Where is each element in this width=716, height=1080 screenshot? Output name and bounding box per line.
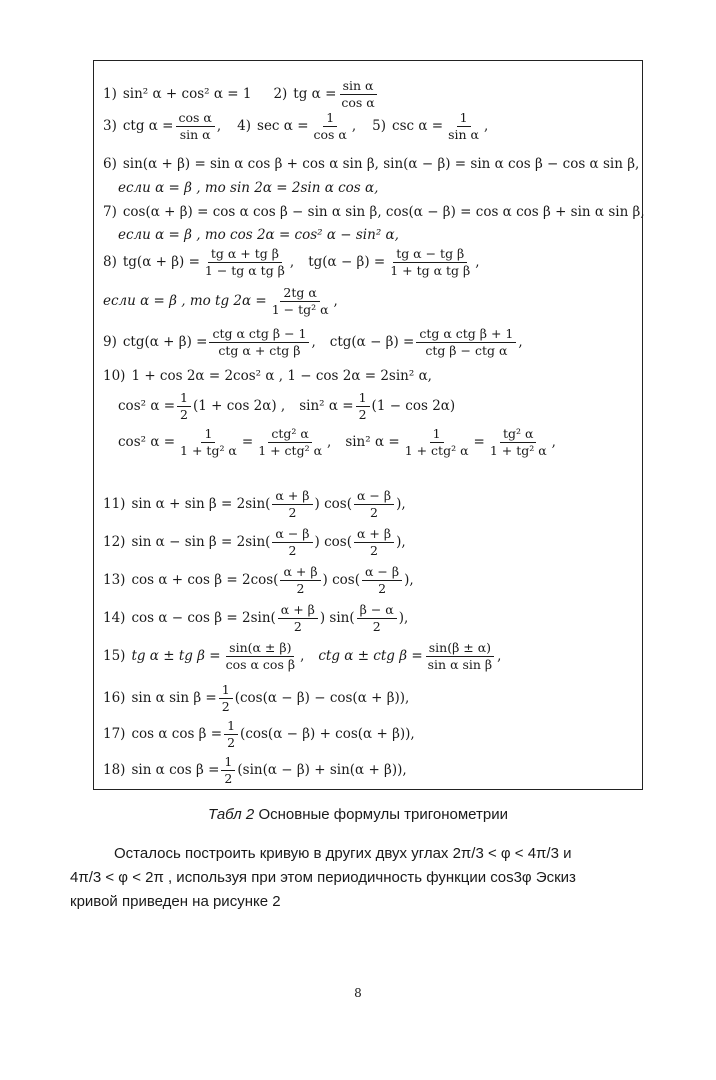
formula-number: 13) [103, 571, 126, 588]
formula-text: (cos(α − β) + cos(α + β)), [240, 725, 415, 742]
fraction [280, 566, 320, 595]
formula-text: , [351, 117, 357, 134]
formula-number: 11) [103, 495, 126, 512]
fraction [487, 428, 550, 457]
formula-number: 18) [103, 761, 126, 778]
formula-text: (cos(α − β) − cos(α + β)), [234, 689, 410, 706]
denominator: 1 + tg² α [180, 442, 237, 458]
formula-text: sec α = [257, 117, 309, 134]
formula-text: (1 + cos 2α) , [193, 397, 286, 414]
formula-number: 6) [103, 156, 117, 172]
formula-number: 7) [103, 204, 117, 220]
formula-text: ctg(α − β) = [329, 333, 415, 350]
numerator: 1 [224, 720, 238, 735]
formula-text: 1 + cos 2α = 2cos² α , 1 − cos 2α = 2sin² α, [131, 368, 432, 384]
fraction [354, 490, 394, 519]
numerator: sin(α ± β) [226, 642, 294, 657]
formula-text: , [311, 333, 316, 350]
numerator: 1 [177, 392, 191, 407]
numerator: α + β [280, 566, 320, 581]
numerator: 1 [356, 392, 370, 407]
numerator: α + β [272, 490, 312, 505]
numerator: sin(β ± α) [426, 642, 494, 657]
fraction [177, 392, 191, 421]
formula-text: , [518, 333, 523, 350]
formula-8 [103, 248, 480, 277]
fraction [354, 528, 394, 557]
formula-text: ), [396, 533, 406, 550]
formula-text: , [289, 253, 295, 270]
numerator: sin α [340, 80, 377, 95]
fraction [272, 490, 312, 519]
formula-15 [103, 642, 501, 671]
formula-text: ) cos( [314, 533, 352, 550]
formula-text: ), [404, 571, 414, 588]
formula-text: , [216, 117, 222, 134]
fraction [357, 604, 397, 633]
denominator: ctg α + ctg β [218, 342, 301, 358]
numerator: tg α − tg β [393, 248, 467, 263]
formula-7-case [118, 229, 399, 243]
denominator: 2 [370, 542, 378, 558]
denominator: 1 + tg α tg β [390, 262, 471, 278]
fraction [177, 428, 240, 457]
formula-text: , [333, 292, 338, 309]
formula-16 [103, 684, 409, 713]
denominator: 2 [221, 698, 230, 714]
denominator: cos α [313, 126, 347, 142]
fraction [425, 642, 496, 671]
formula-text: , [300, 647, 305, 664]
denominator: 1 + ctg² α [404, 442, 469, 458]
formula-text: tg α = [293, 85, 337, 102]
formula-text: cos α cos β = [131, 725, 223, 742]
fraction [255, 428, 325, 457]
table-caption [0, 806, 716, 823]
formula-text: cos² α = [118, 397, 176, 414]
paragraph-line-3: кривой приведен на рисунке 2 [70, 893, 281, 910]
denominator: 2 [180, 406, 188, 422]
denominator: cos α [341, 94, 375, 110]
fraction [402, 428, 472, 457]
fraction [202, 248, 288, 277]
formula-number: 3) [103, 117, 117, 134]
denominator: 2 [378, 580, 387, 596]
formula-number: 17) [103, 725, 126, 742]
numerator: 1 [201, 428, 215, 443]
fraction [362, 566, 402, 595]
formula-text: , [475, 253, 480, 270]
formula-text: tg α ± tg β = [131, 647, 221, 664]
numerator: 1 [221, 756, 235, 771]
formula-text: ), [398, 609, 409, 626]
denominator: 2 [288, 542, 297, 558]
fraction [311, 112, 350, 141]
denominator: 2 [227, 734, 236, 750]
numerator: β − α [357, 604, 397, 619]
formula-17 [103, 720, 415, 749]
formula-text: tg(α − β) = [308, 253, 386, 270]
numerator: α + β [354, 528, 394, 543]
fraction [209, 328, 309, 357]
fraction [445, 112, 482, 141]
caption-text: Основные формулы тригонометрии [258, 806, 508, 823]
formula-number: 12) [103, 533, 126, 550]
formula-text: cos α + cos β = 2cos( [131, 571, 279, 588]
formula-text: tg(α + β) = [122, 253, 200, 270]
denominator: sin α [179, 126, 211, 142]
formula-6 [103, 158, 639, 172]
denominator: cos α cos β [225, 656, 296, 672]
numerator: ctg² α [268, 428, 311, 443]
formula-number: 2) [273, 85, 288, 102]
formula-13 [103, 566, 414, 595]
formula-text: ), [396, 495, 406, 512]
numerator: ctg α ctg β + 1 [416, 328, 516, 343]
caption-label: Табл 2 [208, 806, 255, 823]
numerator: cos α [176, 112, 215, 127]
formula-text: если α = β , то tg 2α = [103, 292, 267, 309]
denominator: 1 − tg α tg β [204, 262, 285, 278]
numerator: tg² α [500, 428, 536, 443]
formula-10-half-angle [118, 392, 455, 421]
formula-text: cos² α = [118, 433, 176, 450]
formula-text: ctg α ± ctg β = [318, 647, 423, 664]
formula-text: ctg α = [122, 117, 174, 134]
formula-text: cos α − cos β = 2sin( [131, 609, 276, 626]
formula-10 [103, 370, 432, 384]
formula-text: csc α = [392, 117, 444, 134]
formula-10-tg-ctg [118, 428, 556, 457]
denominator: 1 + ctg² α [258, 442, 323, 458]
denominator: 1 + tg² α [489, 442, 547, 458]
formula-number: 8) [103, 253, 117, 270]
formula-text: ctg(α + β) = [122, 333, 208, 350]
formula-12 [103, 528, 406, 557]
formula-1-2 [103, 80, 380, 109]
formula-text: sin(α + β) = sin α cos β + cos α sin β, sin(α − β) = sin α cos β − cos α sin β, [122, 156, 640, 172]
formula-number: 14) [103, 609, 126, 626]
formula-text: (sin(α − β) + sin(α + β)), [237, 761, 407, 778]
fraction [176, 112, 215, 141]
fraction [224, 720, 238, 749]
formula-14 [103, 604, 408, 633]
formula-number: 15) [103, 647, 126, 664]
formula-9 [103, 328, 523, 357]
formula-text: sin² α + cos² α = 1 [122, 85, 252, 102]
formula-number: 16) [103, 689, 126, 706]
numerator: 1 [457, 112, 471, 127]
fraction [223, 642, 298, 671]
formula-18 [103, 756, 407, 785]
formula-number: 5) [372, 117, 387, 134]
formula-number: 10) [103, 368, 126, 384]
numerator: tg α + tg β [208, 248, 282, 263]
denominator: 2 [296, 580, 305, 596]
formula-number: 9) [103, 333, 117, 350]
formula-text: cos(α + β) = cos α cos β − sin α sin β, cos(α − β) = cos α cos β + sin α sin β, [122, 204, 645, 220]
fraction [387, 248, 473, 277]
formula-3-5 [103, 112, 488, 141]
formula-7 [103, 206, 645, 220]
formula-text: если α = β , то sin 2α = 2sin α cos α, [118, 180, 379, 196]
formula-text: sin α sin β = [131, 689, 217, 706]
formula-text: sin α − sin β = 2sin( [131, 533, 271, 550]
formula-text: = [241, 433, 254, 450]
formula-text: если α = β , то cos 2α = cos² α − sin² α, [118, 227, 399, 243]
formula-text: ) cos( [314, 495, 352, 512]
formula-text: sin² α = [345, 433, 400, 450]
denominator: 2 [372, 618, 381, 634]
formula-text: = [473, 433, 485, 450]
numerator: 1 [430, 428, 444, 443]
formula-text: ) cos( [322, 571, 360, 588]
numerator: 2tg α [280, 287, 319, 302]
formula-11 [103, 490, 406, 519]
denominator: ctg β − ctg α [425, 342, 508, 358]
formula-text: (1 − cos 2α) [371, 397, 456, 414]
numerator: α − β [354, 490, 394, 505]
formula-text: , [551, 433, 556, 450]
numerator: α − β [362, 566, 402, 581]
formula-8-case [103, 287, 338, 316]
numerator: α + β [278, 604, 318, 619]
fraction [416, 328, 516, 357]
formula-6-case [118, 182, 378, 196]
denominator: 2 [293, 618, 302, 634]
formula-text: sin α + sin β = 2sin( [131, 495, 271, 512]
page-number: 8 [354, 986, 362, 1000]
denominator: 2 [358, 406, 367, 422]
formula-text: , [497, 647, 502, 664]
paragraph-line-2: 4π/3 < φ < 2π , используя при этом периодичность функции cos3φ Эскиз [70, 869, 576, 886]
fraction [221, 756, 235, 785]
formula-text: , [327, 433, 332, 450]
fraction [356, 392, 370, 421]
paragraph-line-1: Осталось построить кривую в других двух углах 2π/3 < φ < 4π/3 и [114, 845, 572, 862]
denominator: sin α sin β [427, 656, 493, 672]
denominator: sin α [448, 126, 479, 142]
numerator: ctg α ctg β − 1 [209, 328, 309, 343]
denominator: 1 − tg² α [271, 301, 329, 317]
formula-number: 1) [103, 85, 117, 102]
formula-text: sin α cos β = [131, 761, 220, 778]
formula-number: 4) [237, 117, 252, 134]
formula-text: , [483, 117, 489, 134]
denominator: 2 [370, 504, 378, 520]
numerator: 1 [219, 684, 233, 699]
numerator: 1 [323, 112, 337, 127]
fraction [278, 604, 318, 633]
formula-text: ) sin( [319, 609, 355, 626]
fraction [219, 684, 233, 713]
fraction [269, 287, 332, 316]
formula-text: sin² α = [299, 397, 354, 414]
fraction [338, 80, 377, 109]
denominator: 2 [224, 770, 233, 786]
fraction [272, 528, 312, 557]
numerator: α − β [272, 528, 312, 543]
denominator: 2 [288, 504, 297, 520]
